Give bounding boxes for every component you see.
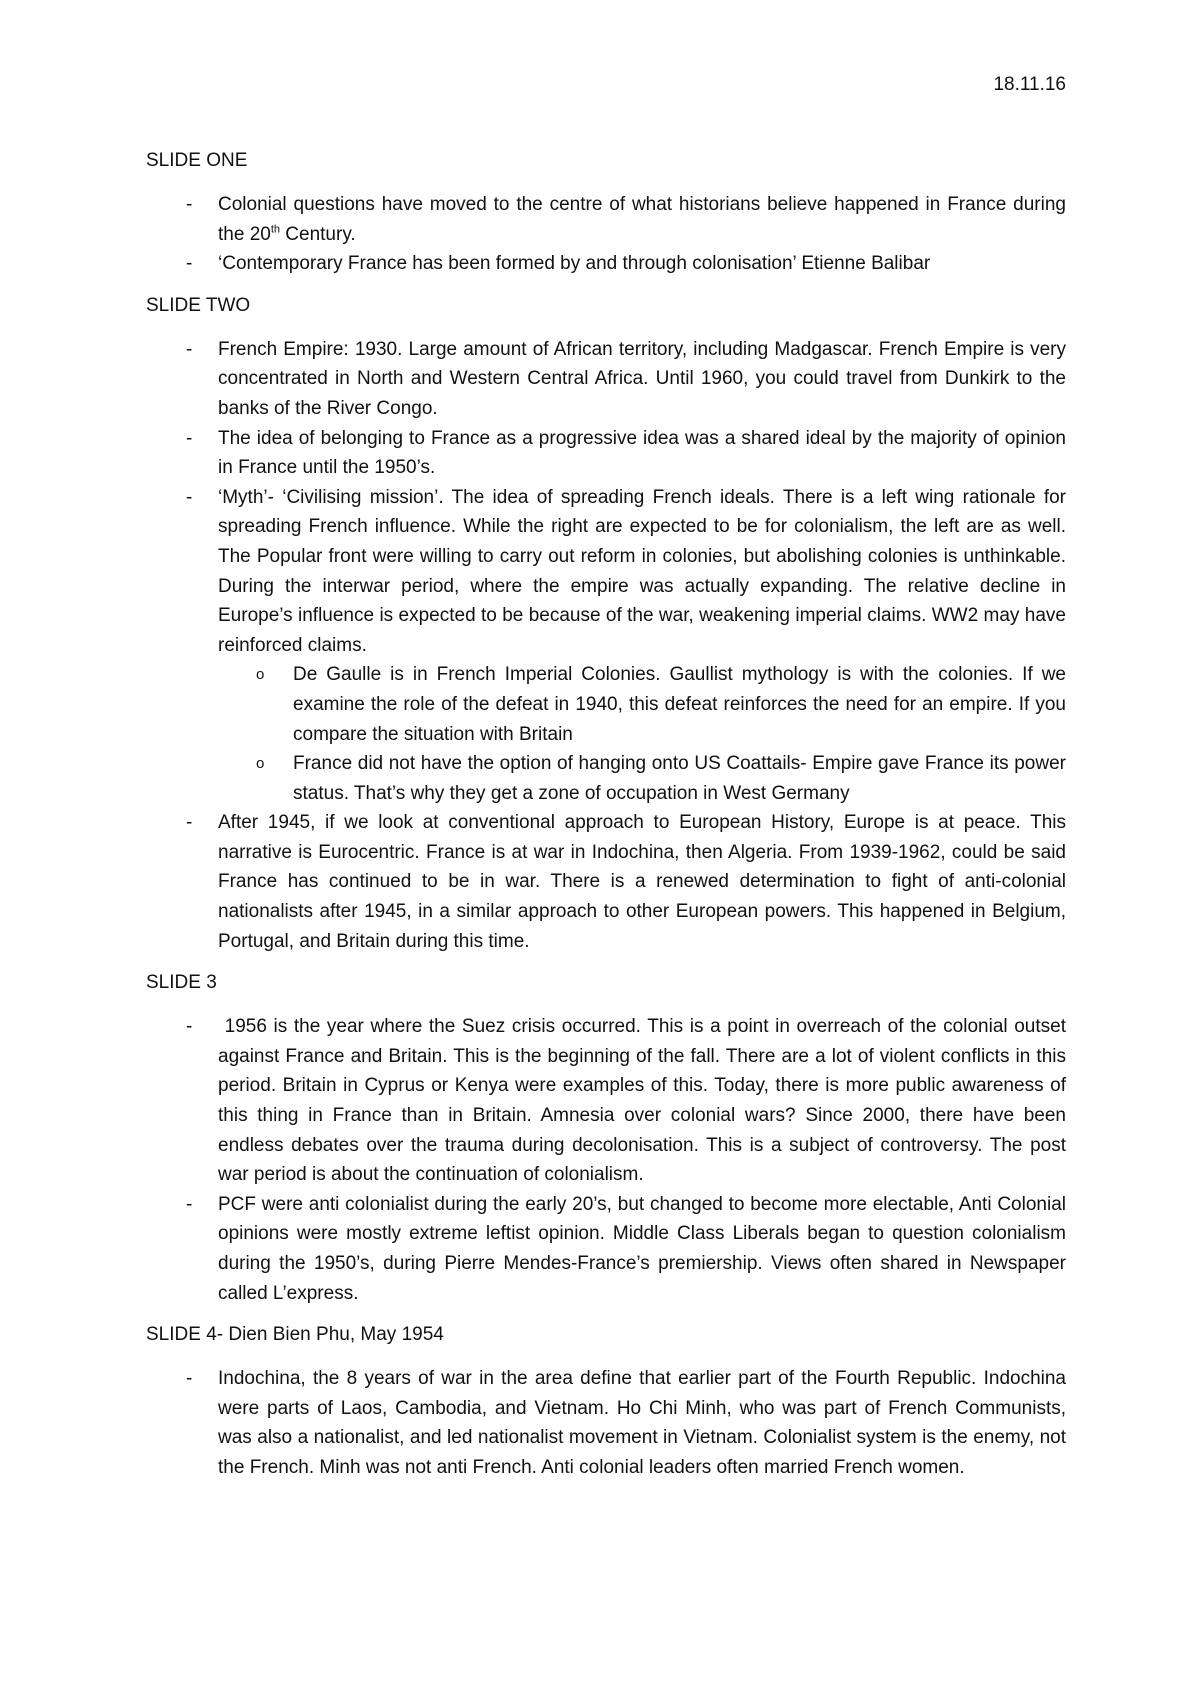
list-item-text: Indochina, the 8 years of war in the area define that earlier part of the Fourth Republic. Indochina were parts of Laos, Cambodia, and Vietnam. Ho Chi Minh, who was part of French Communists, was also a nationalist, and led nationalist movement in Vietnam. Colonialist system is the enemy, not the French. Minh was not anti French. Anti colonial leaders often married French women.: [218, 1368, 1066, 1478]
sub-list-item: [146, 749, 1066, 808]
list-item: [146, 1012, 1072, 1190]
list-item: [146, 424, 1066, 483]
list-item: [146, 1190, 1066, 1308]
sub-list-item-text: De Gaulle is in French Imperial Colonies. Gaullist mythology is with the colonies. If we examine the role of the defeat in 1940, this defeat reinforces the need for an empire. If you compare the situation with Britain: [293, 664, 1066, 745]
section-heading-slide-3: SLIDE 3: [146, 972, 217, 994]
sub-list-item-text: France did not have the option of hanging onto US Coattails- Empire gave France its power status. That’s why they get a zone of occupation in West Germany: [293, 753, 1066, 804]
bullet-dash: -: [186, 253, 193, 275]
bullet-dash: -: [186, 194, 193, 215]
section-heading-slide-one: SLIDE ONE: [146, 150, 248, 171]
list-item-text: Colonial questions have moved to the centre of what historians believe happened in France during the 20th Century.: [218, 194, 1066, 245]
list-item: [146, 190, 1066, 249]
list-item-text: 1956 is the year where the Suez crisis occurred. This is a point in overreach of the colonial outset against France and Britain. This is the beginning of the fall. There are a lot of violent conflicts in this period. Britain in Cyprus or Kenya were examples of this. Today, there is more public awareness of this thing in France than in Britain. Amnesia over colonial wars? Since 2000, there have been endless debates over the trauma during decolonisation. This is a subject of controversy. The post war period is about the continuation of colonialism.: [218, 1016, 1072, 1186]
bullet-circle: o: [256, 755, 265, 773]
list-item: [146, 1364, 1066, 1482]
section-heading-slide-4: SLIDE 4- Dien Bien Phu, May 1954: [146, 1324, 444, 1346]
sub-list-item: [146, 660, 1066, 749]
sub-list: [146, 660, 1066, 808]
slide-4-list: [146, 1364, 1066, 1482]
list-item-text: PCF were anti colonialist during the early 20’s, but changed to become more electable, Anti Colonial opinions were mostly extreme leftist opinion. Middle Class Liberals began to question colonialism during the 1950’s, during Pierre Mendes-France’s premiership. Views often shared in Newspaper called L’express.: [218, 1193, 1066, 1304]
list-item: [146, 335, 1066, 424]
list-item-text: ‘Myth’- ‘Civilising mission’. The idea of spreading French ideals. There is a left wing rationale for spreading French influence. While the right are expected to be for colonialism, the left are as well. The Popular front were willing to carry out reform in colonies, but abolishing colonies is unthinkable. During the interwar period, where the empire was actually expanding. The relative decline in Europe’s influence is expected to be because of the war, weakening imperial claims. WW2 may have reinforced claims.: [218, 486, 1066, 656]
bullet-circle: o: [256, 666, 265, 684]
list-item-text: The idea of belonging to France as a progressive idea was a shared ideal by the majority of opinion in France until the 1950’s.: [218, 427, 1066, 479]
bullet-dash: -: [186, 486, 193, 508]
bullet-dash: -: [186, 1193, 193, 1215]
bullet-dash: -: [186, 1368, 193, 1390]
slide-3-list: [146, 1012, 1072, 1308]
slide-one-list: [146, 190, 1066, 279]
list-item-text: ‘Contemporary France has been formed by and through colonisation’ Etienne Balibar: [218, 253, 931, 275]
document-date: 18.11.16: [993, 74, 1066, 95]
list-item: [146, 483, 1066, 809]
list-item: [146, 249, 1066, 279]
bullet-dash: -: [186, 812, 193, 834]
slide-two-list: [146, 335, 1066, 956]
section-heading-slide-two: SLIDE TWO: [146, 294, 251, 316]
document-page: [146, 70, 1072, 1495]
bullet-dash: -: [186, 1016, 193, 1038]
bullet-dash: -: [186, 427, 193, 449]
list-item-text: After 1945, if we look at conventional approach to European History, Europe is at peace. This narrative is Eurocentric. France is at war in Indochina, then Algeria. From 1939-1962, could be said France has continued to be in war. There is a renewed determination to fight of anti-colonial nationalists after 1945, in a similar approach to other European powers. This happened in Belgium, Portugal, and Britain during this time.: [218, 812, 1066, 952]
list-item-text: French Empire: 1930. Large amount of African territory, including Madgascar. French Empire is very concentrated in North and Western Central Africa. Until 1960, you could travel from Dunkirk to the banks of the River Congo.: [218, 338, 1066, 419]
list-item: [146, 808, 1066, 956]
bullet-dash: -: [186, 338, 193, 360]
